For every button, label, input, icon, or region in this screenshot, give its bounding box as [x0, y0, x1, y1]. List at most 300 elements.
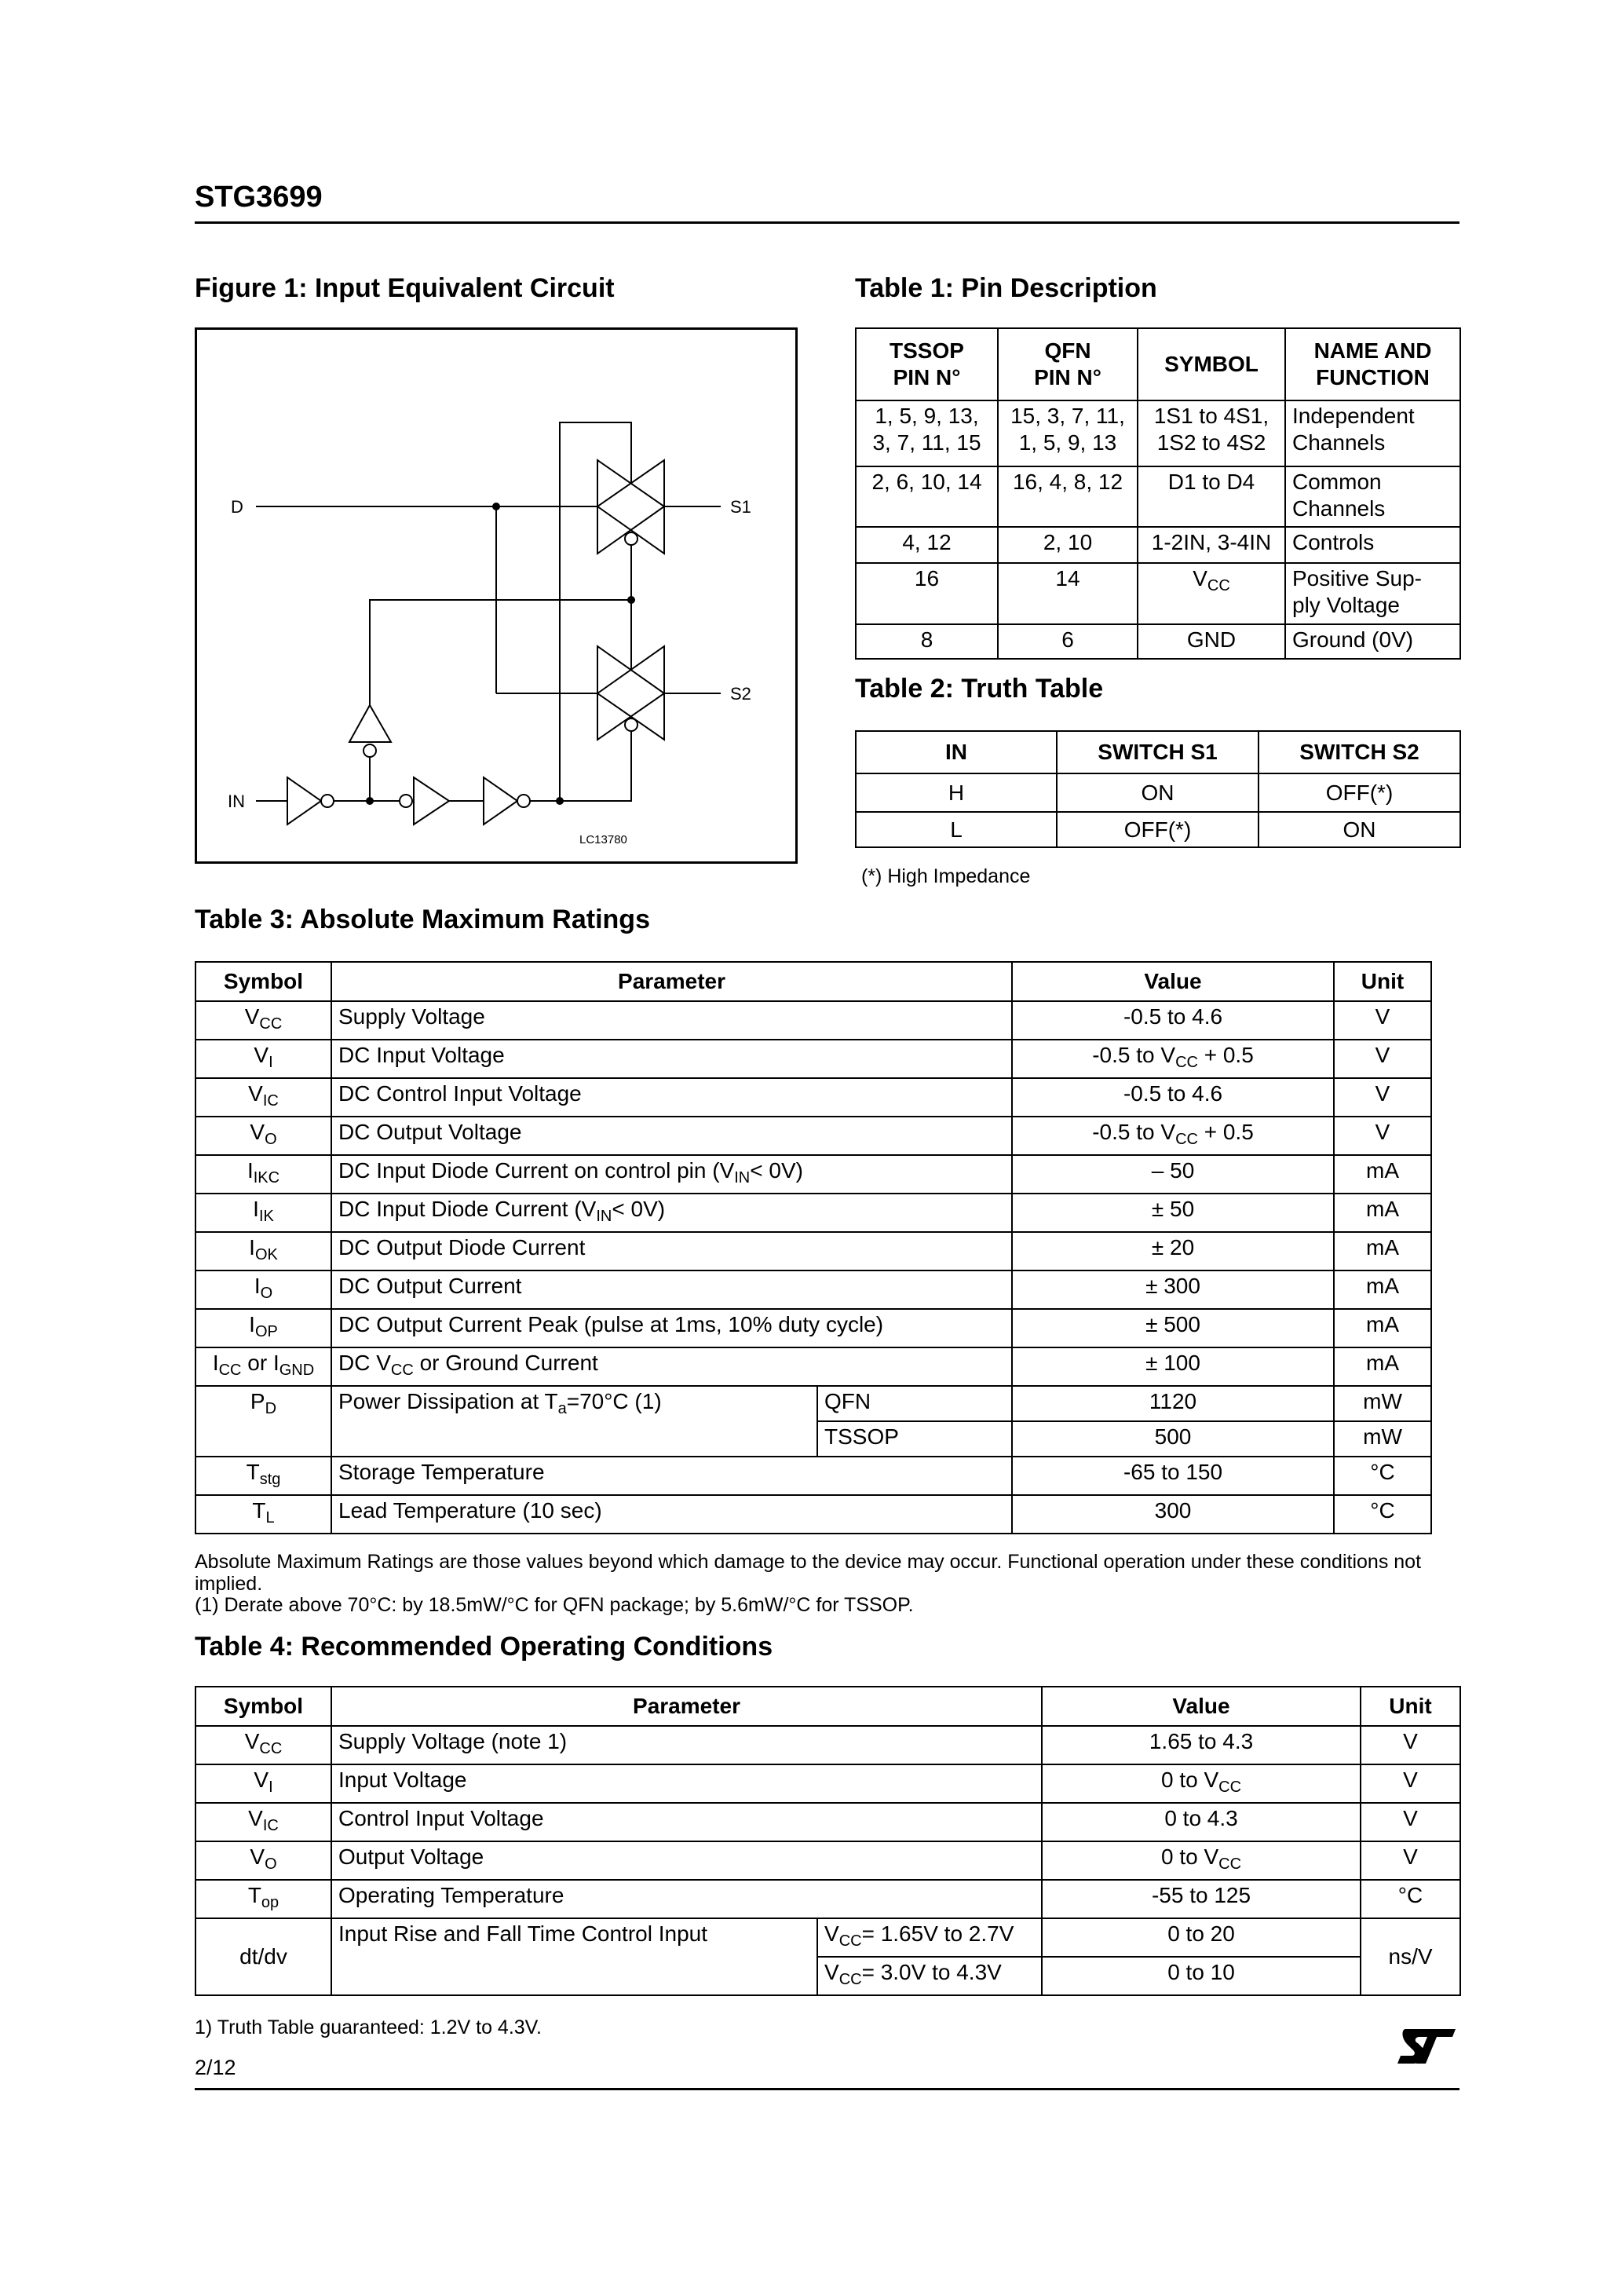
- symbol-cell: [195, 1495, 331, 1534]
- subscript: IN: [596, 1208, 612, 1225]
- unit-cell: mA: [1334, 1347, 1431, 1386]
- text-segment: DC Output Current: [338, 1274, 522, 1298]
- symbol-cell: [195, 1040, 331, 1078]
- symbol-cell: [1138, 466, 1285, 527]
- text-segment: V: [824, 1960, 839, 1984]
- symbol-cell: [195, 1232, 331, 1270]
- text-segment: -55 to 125: [1151, 1883, 1251, 1907]
- subscript: IK: [258, 1208, 274, 1225]
- inverter-up-icon: [349, 705, 391, 742]
- parameter-cell: [331, 1347, 1012, 1386]
- text-segment: V: [1193, 566, 1207, 590]
- table-row: [195, 1764, 1460, 1803]
- text-segment: + 0.5: [1197, 1120, 1254, 1144]
- cell-line: Independent: [1292, 404, 1415, 428]
- cell-line: 1S2 to 4S2: [1156, 430, 1266, 455]
- text-segment: DC Input Diode Current (V: [338, 1197, 597, 1221]
- value-cell: [1012, 1495, 1334, 1534]
- subscript: IC: [262, 1092, 279, 1110]
- text-segment: I: [254, 1274, 261, 1298]
- text-segment: I: [212, 1351, 219, 1375]
- absolute-maximum-ratings-table: [195, 961, 1432, 1534]
- subscript: CC: [259, 1740, 283, 1757]
- table-row: [195, 1841, 1460, 1880]
- unit-cell: °C: [1334, 1495, 1431, 1534]
- table1-title: Table 1: Pin Description: [855, 273, 1157, 303]
- cell-line: PIN N°: [1034, 365, 1101, 389]
- text-segment: T: [252, 1498, 266, 1523]
- text-segment: Input Voltage: [338, 1768, 467, 1792]
- truth-table: [855, 730, 1461, 848]
- column-header: Symbol: [195, 1687, 331, 1726]
- truth-cell: ON: [1057, 773, 1259, 812]
- table-row: [195, 1270, 1431, 1309]
- table-row: [856, 624, 1460, 659]
- tssop-pin-cell: [856, 400, 998, 466]
- table-row: [856, 527, 1460, 563]
- cell-line: 1, 5, 9, 13: [1018, 430, 1117, 455]
- parameter-cell: [331, 1457, 1012, 1495]
- cell-line: Positive Sup-: [1292, 566, 1422, 590]
- table3-title: Table 3: Absolute Maximum Ratings: [195, 905, 650, 934]
- cell-line: GND: [1186, 627, 1237, 652]
- function-cell: [1285, 624, 1460, 659]
- table-row: [195, 1040, 1431, 1078]
- text-segment: -0.5 to 4.6: [1123, 1081, 1223, 1106]
- truth-cell: L: [856, 812, 1057, 847]
- text-segment: = 1.65V to 2.7V: [861, 1921, 1014, 1946]
- parameter-cell: [331, 1194, 1012, 1232]
- text-segment: < 0V): [750, 1158, 803, 1183]
- text-segment: = 3.0V to 4.3V: [861, 1960, 1002, 1984]
- table-row: [195, 1232, 1431, 1270]
- cell-line: 16, 4, 8, 12: [1012, 470, 1123, 494]
- table-row: [195, 1078, 1431, 1117]
- table-row: [195, 1918, 1460, 1957]
- parameter-cell: [331, 1386, 817, 1457]
- cell-line: FUNCTION: [1316, 365, 1430, 389]
- subscript: O: [265, 1131, 277, 1148]
- value-cell: [1012, 1001, 1334, 1040]
- text-segment: 1120: [1149, 1389, 1197, 1413]
- truth-cell: OFF(*): [1057, 812, 1259, 847]
- column-header: [998, 328, 1138, 400]
- cell-line: 14: [1055, 566, 1080, 590]
- text-segment: dt/dv: [239, 1944, 287, 1969]
- input-equivalent-circuit: [193, 322, 801, 872]
- text-segment: ± 20: [1151, 1235, 1195, 1260]
- symbol-cell: [195, 1270, 331, 1309]
- text-segment: V: [250, 1844, 265, 1869]
- tssop-pin-cell: [856, 466, 998, 527]
- table-row: [856, 812, 1460, 847]
- unit-cell: V: [1334, 1040, 1431, 1078]
- cell-line: NAME AND: [1313, 338, 1432, 364]
- function-cell: [1285, 527, 1460, 563]
- text-segment: < 0V): [612, 1197, 666, 1221]
- label-d: D: [231, 497, 243, 517]
- unit-cell: V: [1334, 1078, 1431, 1117]
- column-header: Value: [1012, 962, 1334, 1001]
- cell-line: D1 to D4: [1167, 470, 1255, 494]
- table-row: [195, 1495, 1431, 1534]
- text-segment: QFN: [824, 1389, 871, 1413]
- qfn-pin-cell: [998, 527, 1138, 563]
- subscript: IC: [262, 1817, 279, 1834]
- value-cell: [1042, 1726, 1361, 1764]
- symbol-cell: [195, 1347, 331, 1386]
- value-cell: [1012, 1270, 1334, 1309]
- text-segment: 1.65 to 4.3: [1149, 1729, 1254, 1753]
- symbol-cell: [1138, 563, 1285, 624]
- subscript: stg: [259, 1471, 281, 1488]
- cell-line: QFN: [1044, 338, 1091, 364]
- subscript: D: [265, 1400, 277, 1417]
- unit-cell: V: [1361, 1764, 1460, 1803]
- column-header: Parameter: [331, 1687, 1042, 1726]
- cell-line: 2, 6, 10, 14: [871, 470, 982, 494]
- document-title: STG3699: [195, 181, 323, 214]
- text-segment: 0 to 4.3: [1164, 1806, 1238, 1830]
- parameter-cell: [331, 1232, 1012, 1270]
- cell-line: Common: [1292, 470, 1382, 494]
- column-header: Symbol: [195, 962, 331, 1001]
- text-segment: -0.5 to V: [1092, 1043, 1176, 1067]
- parameter-cell: [331, 1495, 1012, 1534]
- table-row: [195, 1803, 1460, 1841]
- parameter-cell: [331, 1918, 817, 1995]
- cell-line: 1S1 to 4S1,: [1153, 404, 1269, 428]
- parameter-cell: [331, 1726, 1042, 1764]
- label-in: IN: [228, 792, 245, 811]
- text-segment: Supply Voltage (note 1): [338, 1729, 568, 1753]
- text-segment: V: [250, 1120, 265, 1144]
- subscript: O: [265, 1855, 277, 1873]
- text-segment: Lead Temperature (10 sec): [338, 1498, 602, 1523]
- column-header: Unit: [1334, 962, 1431, 1001]
- cell-line: 4, 12: [902, 530, 952, 554]
- subscript: CC: [218, 1362, 242, 1379]
- symbol-cell: [1138, 624, 1285, 659]
- symbol-cell: [195, 1457, 331, 1495]
- parameter-cell: [331, 1078, 1012, 1117]
- text-segment: DC Input Diode Current on control pin (V: [338, 1158, 735, 1183]
- text-segment: or I: [241, 1351, 279, 1375]
- qfn-pin-cell: [998, 624, 1138, 659]
- header-row: [856, 731, 1460, 773]
- column-header: Value: [1042, 1687, 1361, 1726]
- parameter-cell: [331, 1117, 1012, 1155]
- text-segment: ± 300: [1145, 1274, 1200, 1298]
- text-segment: I: [249, 1312, 255, 1336]
- subscript: op: [261, 1894, 279, 1911]
- subscript: CC: [1218, 1779, 1242, 1796]
- value-cell: [1042, 1803, 1361, 1841]
- tssop-pin-cell: [856, 563, 998, 624]
- unit-cell: mA: [1334, 1155, 1431, 1194]
- symbol-cell: [195, 1726, 331, 1764]
- header-row: [195, 962, 1431, 1001]
- table-row: [195, 1457, 1431, 1495]
- column-header: [1138, 328, 1285, 400]
- text-segment: DC V: [338, 1351, 391, 1375]
- label-s1: S1: [730, 497, 751, 517]
- column-header: Unit: [1361, 1687, 1460, 1726]
- inverter-1-icon: [287, 777, 321, 824]
- table-row: [856, 773, 1460, 812]
- text-segment: V: [254, 1043, 269, 1067]
- unit-cell: °C: [1361, 1880, 1460, 1918]
- subscript: CC: [1207, 577, 1230, 594]
- subscript: I: [269, 1054, 273, 1071]
- value-cell: [1042, 1880, 1361, 1918]
- text-segment: T: [246, 1460, 260, 1484]
- column-header: IN: [856, 731, 1057, 773]
- cell-line: 3, 7, 11, 15: [872, 430, 981, 455]
- text-segment: V: [244, 1004, 260, 1029]
- subscript: CC: [1175, 1054, 1198, 1071]
- unit-cell: mA: [1334, 1270, 1431, 1309]
- table-row: [195, 1880, 1460, 1918]
- text-segment: V: [248, 1081, 263, 1106]
- wire-gate-top: [560, 422, 631, 801]
- unit-cell: °C: [1334, 1457, 1431, 1495]
- symbol-cell: [195, 1764, 331, 1803]
- unit-cell: mA: [1334, 1194, 1431, 1232]
- text-segment: DC Output Voltage: [338, 1120, 522, 1144]
- text-segment: V: [248, 1806, 263, 1830]
- subscript: CC: [1218, 1855, 1242, 1873]
- cell-line: 15, 3, 7, 11,: [1010, 404, 1125, 428]
- cell-line: Controls: [1292, 530, 1375, 554]
- text-segment: V: [244, 1729, 260, 1753]
- text-segment: -0.5 to V: [1092, 1120, 1176, 1144]
- value-cell: [1012, 1386, 1334, 1421]
- label-s2: S2: [730, 684, 751, 704]
- text-segment: Storage Temperature: [338, 1460, 545, 1484]
- truth-cell: H: [856, 773, 1057, 812]
- parameter-cell: [331, 1841, 1042, 1880]
- subscript: CC: [259, 1015, 283, 1033]
- qfn-pin-cell: [998, 466, 1138, 527]
- table-row: [195, 1117, 1431, 1155]
- inverter-3-icon: [484, 777, 517, 824]
- wire-gate-bottom: [530, 731, 631, 801]
- truth-cell: ON: [1259, 812, 1460, 847]
- truth-cell: OFF(*): [1259, 773, 1460, 812]
- symbol-cell: [1138, 400, 1285, 466]
- text-segment: I: [249, 1235, 255, 1260]
- page-number: 2/12: [195, 2056, 236, 2079]
- tssop-pin-cell: [856, 527, 998, 563]
- text-segment: 300: [1154, 1498, 1192, 1523]
- column-header: Parameter: [331, 962, 1012, 1001]
- function-cell: [1285, 400, 1460, 466]
- parameter-cell: [331, 1155, 1012, 1194]
- table-row: [195, 1309, 1431, 1347]
- header-row: [856, 328, 1460, 400]
- figure-code: LC13780: [579, 833, 627, 846]
- text-segment: ± 500: [1145, 1312, 1200, 1336]
- text-segment: 0 to 20: [1167, 1921, 1235, 1946]
- cell-line: Channels: [1292, 430, 1386, 455]
- text-segment: 0 to 10: [1167, 1960, 1235, 1984]
- subscript: CC: [390, 1362, 414, 1379]
- value-cell: [1012, 1040, 1334, 1078]
- condition-cell: [817, 1957, 1042, 1995]
- symbol-cell: [195, 1194, 331, 1232]
- value-cell: [1012, 1309, 1334, 1347]
- wire-feedback: [370, 600, 631, 705]
- unit-cell: mW: [1334, 1421, 1431, 1457]
- unit-cell: mW: [1334, 1386, 1431, 1421]
- operating-footnote: 1) Truth Table guaranteed: 1.2V to 4.3V.: [195, 2016, 542, 2038]
- table2-title: Table 2: Truth Table: [855, 674, 1104, 704]
- symbol-cell: [195, 1117, 331, 1155]
- parameter-cell: [331, 1880, 1042, 1918]
- subscript: OK: [254, 1246, 278, 1263]
- text-segment: Control Input Voltage: [338, 1806, 544, 1830]
- cell-line: TSSOP: [890, 338, 964, 364]
- text-segment: + 0.5: [1197, 1043, 1254, 1067]
- truth-table-footnote: (*) High Impedance: [861, 865, 1031, 887]
- value-cell: [1012, 1155, 1334, 1194]
- subscript: I: [269, 1779, 273, 1796]
- text-segment: Power Dissipation at T: [338, 1389, 558, 1413]
- parameter-cell: [331, 1040, 1012, 1078]
- cell-line: 2, 10: [1043, 530, 1093, 554]
- table-row: [856, 466, 1460, 527]
- value-cell: [1012, 1194, 1334, 1232]
- cell-line: Ground (0V): [1292, 627, 1414, 652]
- function-cell: [1285, 563, 1460, 624]
- table-row: [195, 1347, 1431, 1386]
- text-segment: I: [253, 1197, 259, 1221]
- table-row: [195, 1194, 1431, 1232]
- table-row: [195, 1386, 1431, 1421]
- column-header: SWITCH S1: [1057, 731, 1259, 773]
- text-segment: 0 to V: [1160, 1844, 1219, 1869]
- text-segment: DC Output Diode Current: [338, 1235, 586, 1260]
- qfn-pin-cell: [998, 400, 1138, 466]
- parameter-cell: [331, 1270, 1012, 1309]
- buffer-icon: [414, 777, 449, 824]
- subscript: OP: [254, 1323, 278, 1340]
- cell-line: 1-2IN, 3-4IN: [1151, 530, 1272, 554]
- unit-cell: V: [1361, 1841, 1460, 1880]
- unit-cell: V: [1361, 1803, 1460, 1841]
- unit-cell: ns/V: [1361, 1918, 1460, 1995]
- text-segment: – 50: [1151, 1158, 1195, 1183]
- st-logo-icon: [1396, 2027, 1459, 2067]
- value-cell: [1042, 1841, 1361, 1880]
- text-segment: V: [254, 1768, 269, 1792]
- column-header: SWITCH S2: [1259, 731, 1460, 773]
- table-row: [856, 400, 1460, 466]
- table-row: [195, 1726, 1460, 1764]
- text-segment: -65 to 150: [1123, 1460, 1223, 1484]
- unit-cell: mA: [1334, 1232, 1431, 1270]
- cell-line: 8: [920, 627, 933, 652]
- cell-line: SYMBOL: [1164, 352, 1259, 377]
- text-segment: -0.5 to 4.6: [1123, 1004, 1223, 1029]
- text-segment: Output Voltage: [338, 1844, 484, 1869]
- unit-cell: V: [1361, 1726, 1460, 1764]
- value-cell: [1042, 1957, 1361, 1995]
- unit-cell: V: [1334, 1001, 1431, 1040]
- text-segment: Operating Temperature: [338, 1883, 564, 1907]
- value-cell: [1042, 1918, 1361, 1957]
- column-header: [1285, 328, 1460, 400]
- subscript: GND: [279, 1362, 315, 1379]
- column-header: [856, 328, 998, 400]
- cell-line: PIN N°: [893, 365, 961, 389]
- pin-description-table: [855, 327, 1461, 660]
- table4-title: Table 4: Recommended Operating Conditions: [195, 1632, 773, 1662]
- unit-cell: V: [1334, 1117, 1431, 1155]
- text-segment: T: [247, 1883, 261, 1907]
- cell-line: Channels: [1292, 495, 1386, 521]
- header-row: [195, 1687, 1460, 1726]
- package-cell: [817, 1386, 1012, 1421]
- subscript: O: [260, 1285, 273, 1302]
- tssop-pin-cell: [856, 624, 998, 659]
- subscript: CC: [838, 1932, 862, 1950]
- unit-cell: mA: [1334, 1309, 1431, 1347]
- text-segment: Input Rise and Fall Time Control Input: [338, 1921, 708, 1946]
- symbol-cell: [195, 1155, 331, 1194]
- cell-line: 6: [1061, 627, 1074, 652]
- table-row: [856, 563, 1460, 624]
- text-segment: Supply Voltage: [338, 1004, 485, 1029]
- value-cell: [1042, 1764, 1361, 1803]
- text-segment: 500: [1154, 1424, 1192, 1449]
- text-segment: TSSOP: [824, 1424, 899, 1449]
- subscript: IN: [734, 1169, 751, 1186]
- header-rule: [195, 221, 1459, 224]
- value-cell: [1012, 1232, 1334, 1270]
- cell-line: 16: [914, 566, 940, 590]
- symbol-cell: [195, 1880, 331, 1918]
- value-cell: [1012, 1457, 1334, 1495]
- text-segment: DC Output Current Peak (pulse at 1ms, 10% duty cycle): [338, 1312, 884, 1336]
- subscript: CC: [1175, 1131, 1198, 1148]
- footer-rule: [195, 2088, 1459, 2090]
- qfn-pin-cell: [998, 563, 1138, 624]
- table-row: [195, 1155, 1431, 1194]
- subscript: a: [557, 1400, 567, 1417]
- symbol-cell: [195, 1918, 331, 1995]
- text-segment: P: [250, 1389, 265, 1413]
- parameter-cell: [331, 1001, 1012, 1040]
- text-segment: DC Input Voltage: [338, 1043, 505, 1067]
- parameter-cell: [331, 1803, 1042, 1841]
- symbol-cell: [195, 1386, 331, 1457]
- table-row: [195, 1001, 1431, 1040]
- text-segment: I: [247, 1158, 254, 1183]
- subscript: L: [265, 1509, 275, 1526]
- derating-note: (1) Derate above 70°C: by 18.5mW/°C for QFN package; by 5.6mW/°C for TSSOP.: [195, 1594, 914, 1616]
- text-segment: DC Control Input Voltage: [338, 1081, 582, 1106]
- cell-line: ply Voltage: [1292, 592, 1400, 617]
- symbol-cell: [195, 1078, 331, 1117]
- cell-line: 1, 5, 9, 13,: [875, 404, 979, 428]
- text-segment: ± 50: [1151, 1197, 1195, 1221]
- text-segment: 0 to V: [1160, 1768, 1219, 1792]
- value-cell: [1012, 1117, 1334, 1155]
- figure1-title: Figure 1: Input Equivalent Circuit: [195, 273, 615, 303]
- value-cell: [1012, 1078, 1334, 1117]
